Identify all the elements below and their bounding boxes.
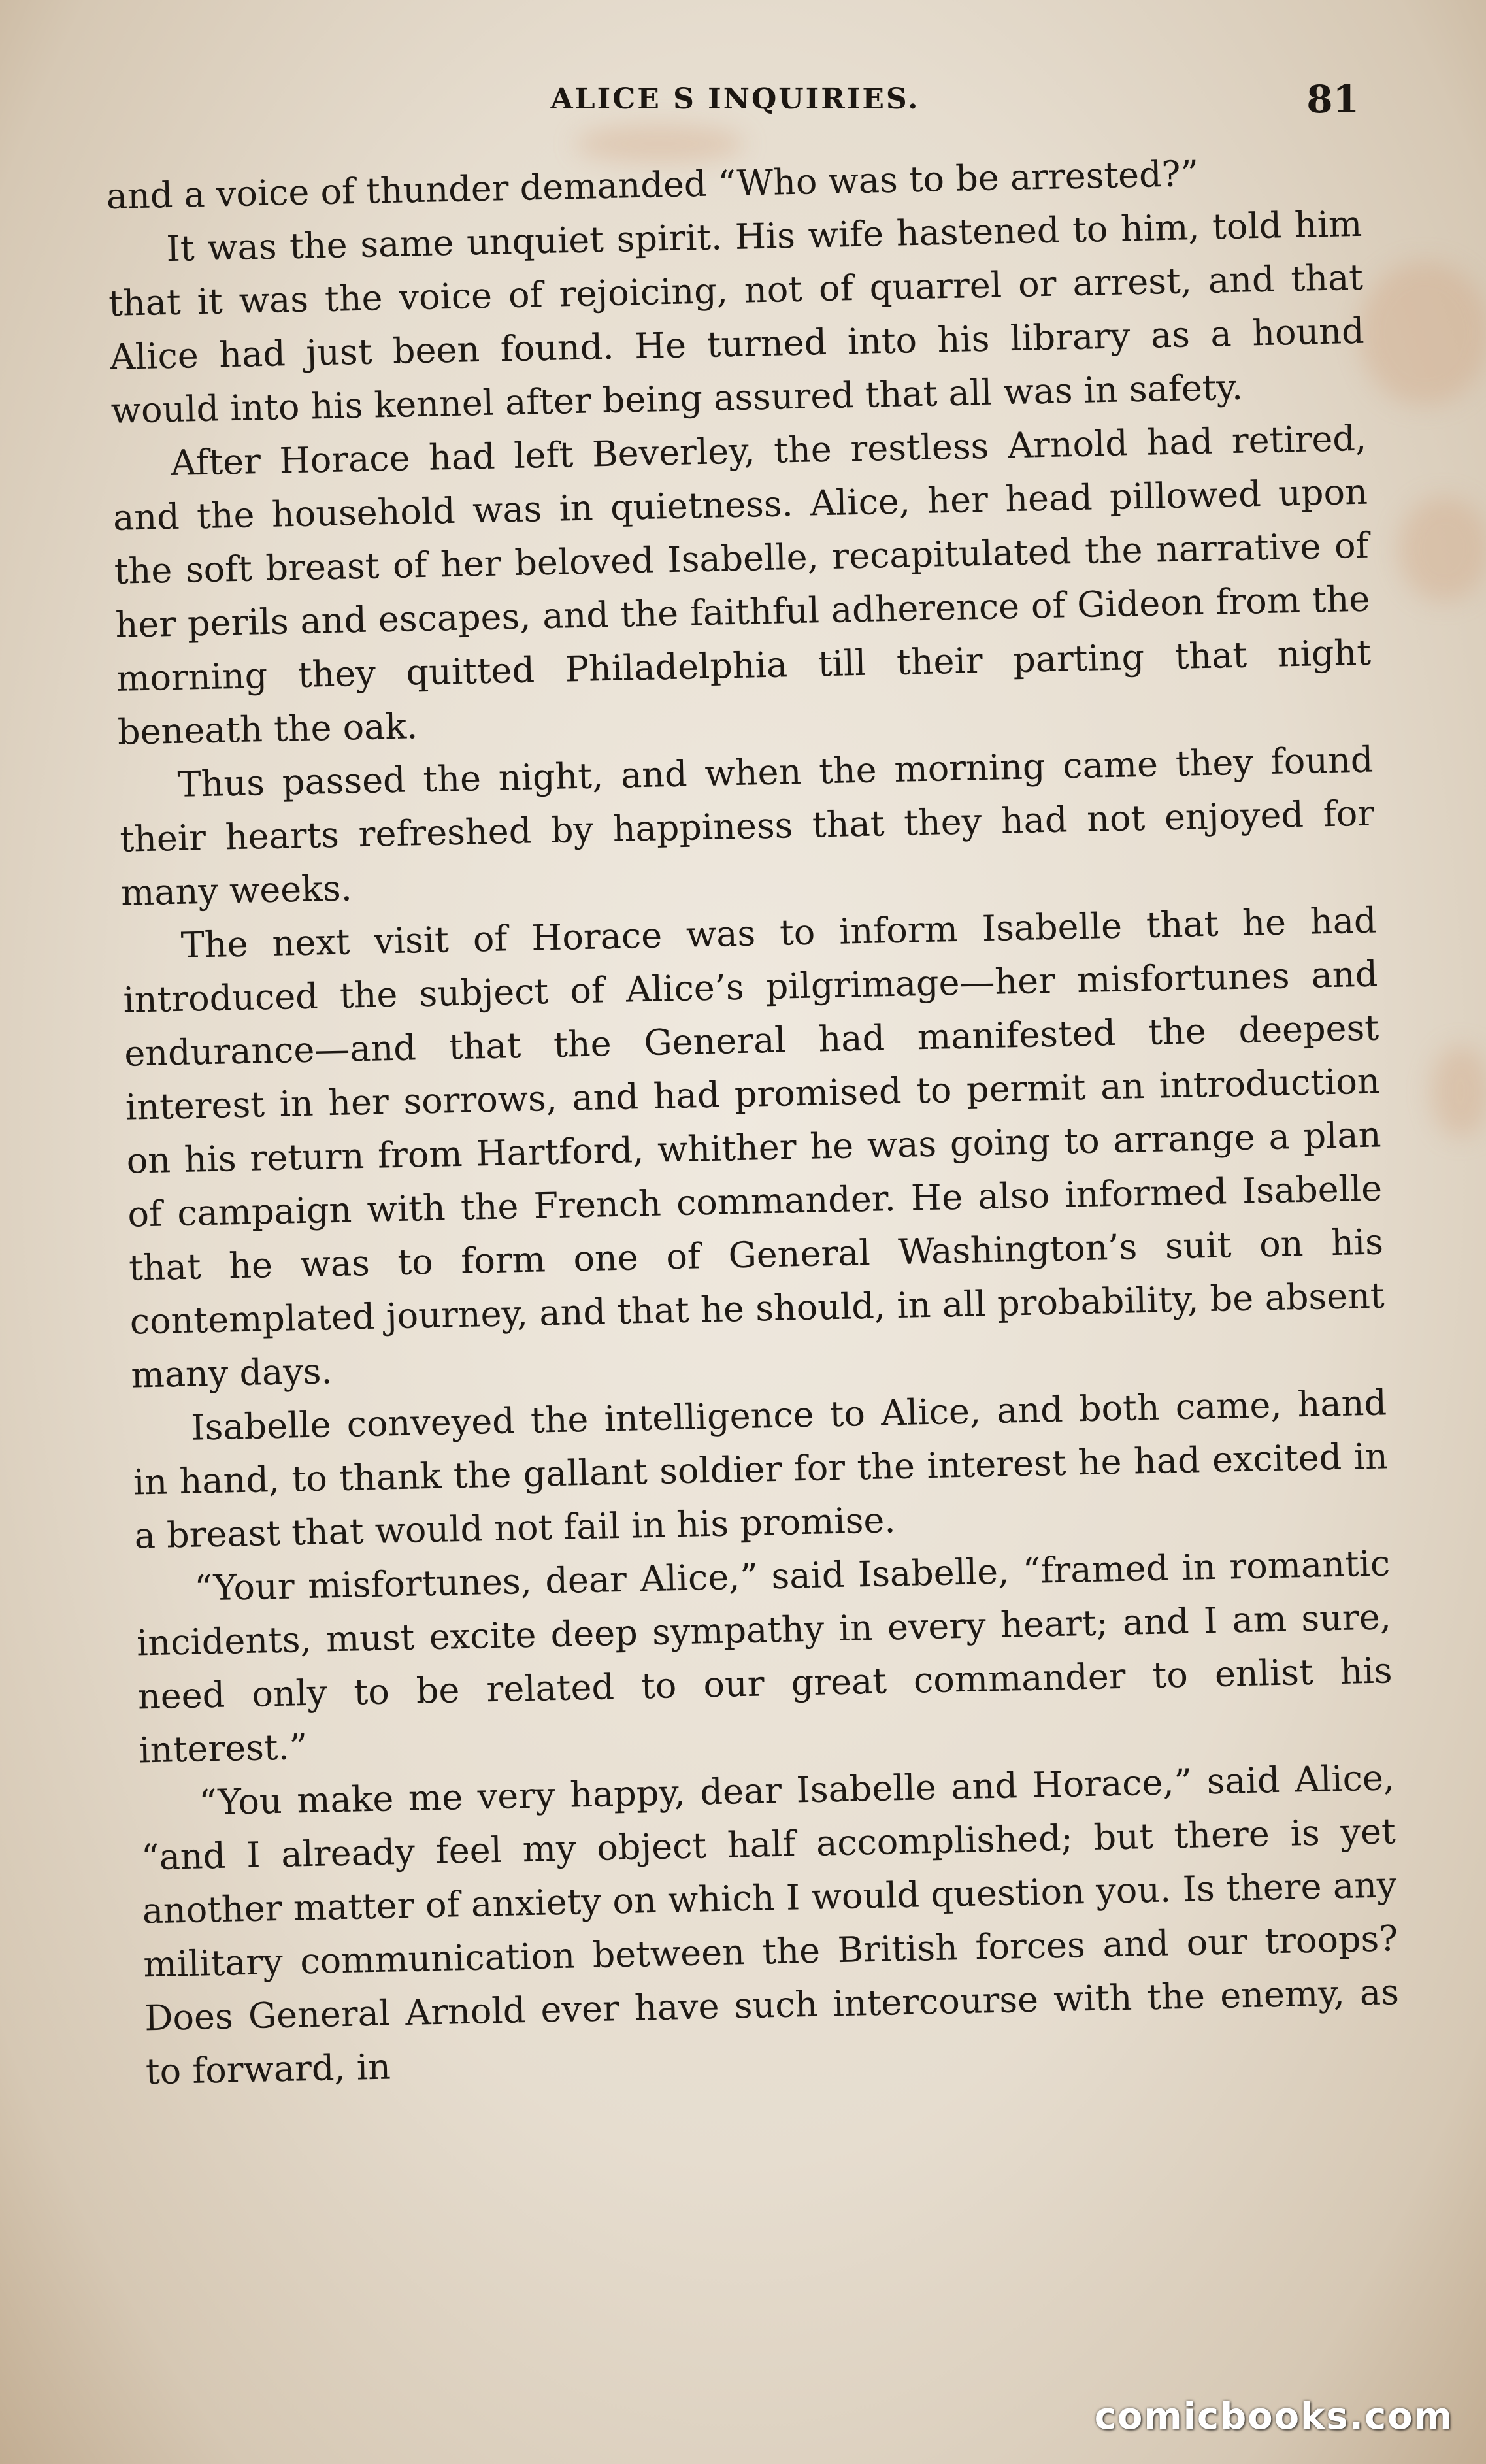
- paragraph: “You make me very happy, dear Isabelle and Horace,” said Alice, “and I already feel my object half accomplished; but there is yet another matter of anxiety on which I would question you. Is there any military communication between the British forces and our troops? Does General Arnold ever have such intercourse with the enemy, as to forward, in: [140, 1757, 1400, 2093]
- body-text: [106, 144, 1400, 2099]
- paragraph: and a voice of thunder demanded “Who was to be arrested?”: [106, 152, 1199, 217]
- running-head: ALICE S INQUIRIES.: [550, 82, 920, 116]
- paragraph: Thus passed the night, and when the morning came they found their hearts refreshed by happiness that they had not enjoyed for many weeks.: [119, 739, 1375, 914]
- paragraph: The next visit of Horace was to inform Isabelle that he had introduced the subject of Alice’s pilgrimage—her misfortunes and endurance—and that the General had manifested the deepest interest in her sorrows, and had promised to permit an introduction on his return from Hartford, whither he was going to arrange a plan of campaign with the French commander. He also informed Isabelle that he was to form one of General Washington’s suit on his contemplated journey, and that he should, in all probability, be absent many days.: [122, 899, 1385, 1396]
- foxing-stain: [1398, 497, 1486, 601]
- foxing-stain: [1359, 261, 1486, 405]
- paragraph: Isabelle conveyed the intelligence to Alice, and both came, hand in hand, to thank the gallant soldier for the interest he had excited in a breast that would not fail in his promise.: [133, 1382, 1389, 1557]
- page-header: [111, 77, 1359, 123]
- foxing-stain: [1431, 1046, 1486, 1137]
- paragraph: “Your misfortunes, dear Alice,” said Isabelle, “framed in romantic incidents, must excite deep sympathy in every heart; and I am sure, need only to be related to our great commander to enlist his interest.”: [136, 1542, 1393, 1771]
- paragraph: It was the same unquiet spirit. His wife hastened to him, told him that it was the voice of rejoicing, not of quarrel or arrest, and that Alice had just been found. He turned into his library as a hound would into his kennel after being assured that all was in safety.: [108, 203, 1365, 431]
- watermark: comicbooks.com: [1094, 2395, 1453, 2438]
- paragraph: After Horace had left Beverley, the restless Arnold had retired, and the household was in quietness. Alice, her head pillowed upon the soft breast of her beloved Isabelle, recapitulated the narrative of her perils and escapes, and the faithful adherence of Gideon from the morning they quitted Philadelphia till their parting that night beneath the oak.: [112, 417, 1372, 753]
- page-number: 81: [1306, 77, 1359, 122]
